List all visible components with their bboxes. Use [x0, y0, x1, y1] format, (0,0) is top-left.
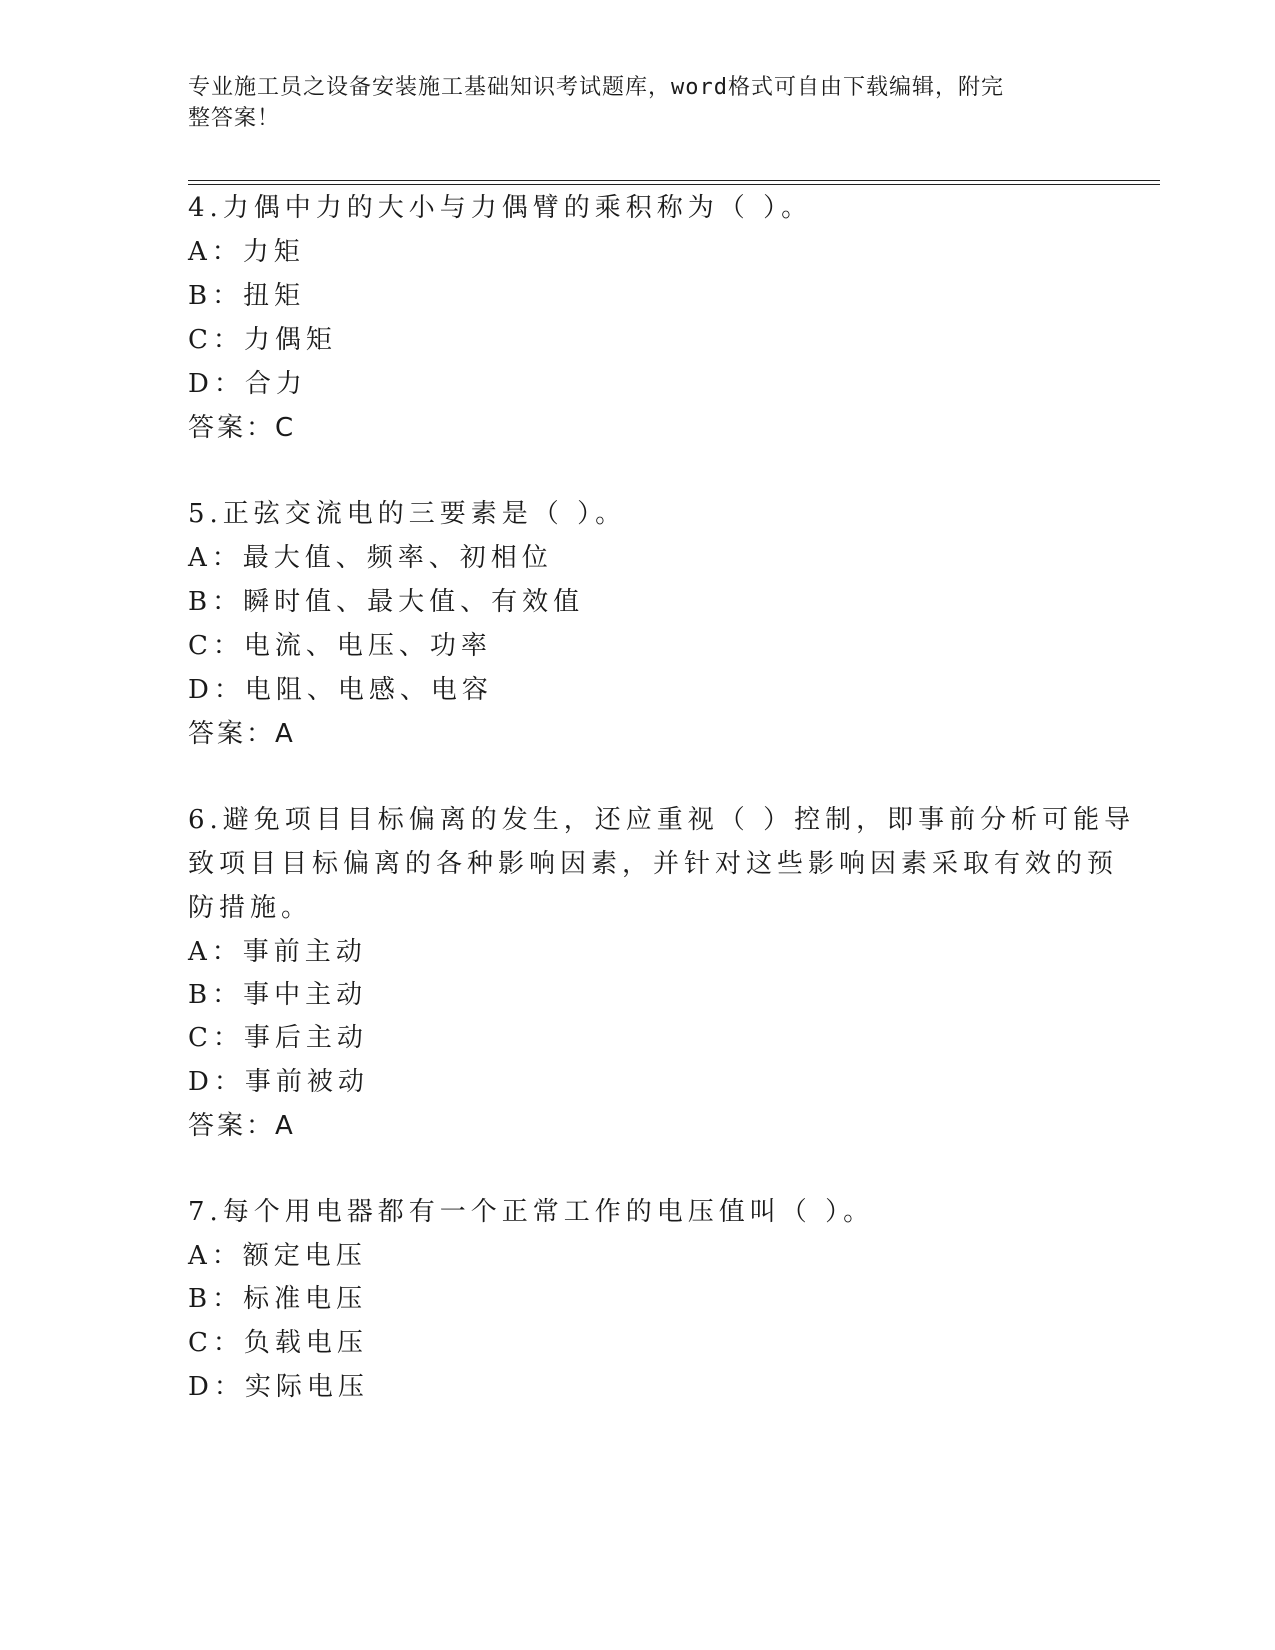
question-6-answer: 答案：A — [188, 1111, 296, 1141]
question-6-stem-line-3: 防措施。 — [188, 893, 313, 923]
question-4-option-a: A：力矩 — [188, 237, 305, 267]
question-7-option-b: B：标准电压 — [188, 1284, 368, 1314]
header-intro — [188, 72, 1068, 134]
question-6-option-b: B：事中主动 — [188, 980, 368, 1010]
question-4-answer: 答案：C — [188, 413, 297, 443]
question-5-option-a: A：最大值、频率、初相位 — [188, 543, 553, 573]
question-6-option-d: D：事前被动 — [188, 1067, 369, 1097]
question-5-option-b: B：瞬时值、最大值、有效值 — [188, 587, 585, 617]
question-7-stem: 7.每个用电器都有一个正常工作的电压值叫（ ）。 — [188, 1197, 875, 1227]
header-intro-line-1: 专业施工员之设备安装施工基础知识考试题库，word格式可自由下载编辑，附完 — [188, 75, 1004, 100]
question-6-option-a: A：事前主动 — [188, 937, 367, 967]
question-6-stem-line-2: 致项目目标偏离的各种影响因素，并针对这些影响因素采取有效的预 — [188, 849, 1119, 879]
header-divider-bottom — [188, 184, 1160, 185]
header-intro-line-2: 整答案！ — [188, 106, 281, 131]
question-4-option-b: B：扭矩 — [188, 281, 306, 311]
question-6-option-c: C：事后主动 — [188, 1023, 368, 1053]
question-5-answer: 答案：A — [188, 719, 296, 749]
question-7-option-d: D：实际电压 — [188, 1372, 369, 1402]
question-7-option-c: C：负载电压 — [188, 1328, 368, 1358]
question-5-option-c: C：电流、电压、功率 — [188, 631, 492, 661]
question-4-stem: 4.力偶中力的大小与力偶臂的乘积称为（ ）。 — [188, 193, 813, 223]
header-divider-top — [188, 180, 1160, 181]
question-5-stem: 5.正弦交流电的三要素是（ ）。 — [188, 499, 627, 529]
question-4-option-c: C：力偶矩 — [188, 325, 337, 355]
question-5-option-d: D：电阻、电感、电容 — [188, 675, 493, 705]
question-6-stem-line-1: 6.避免项目目标偏离的发生，还应重视（ ）控制，即事前分析可能导 — [188, 805, 1136, 835]
question-7-option-a: A：额定电压 — [188, 1241, 367, 1271]
question-4-option-d: D：合力 — [188, 369, 307, 399]
